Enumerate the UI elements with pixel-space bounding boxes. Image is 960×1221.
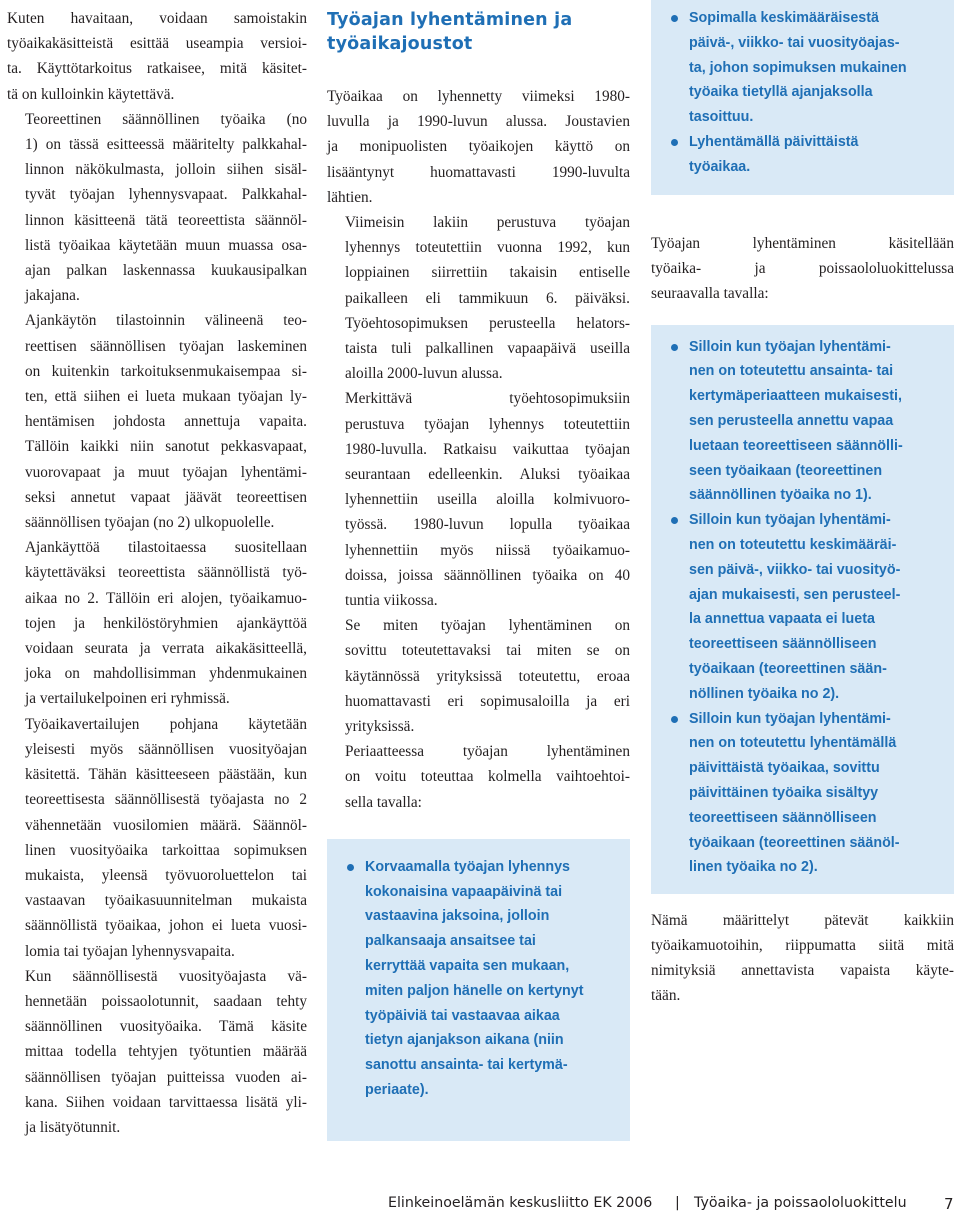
bullet-line: seen työaikaan (teoreettinen xyxy=(689,462,883,479)
text-line: lomia tai työajan lyhennysvapaita. xyxy=(25,942,235,960)
text-line: kana. Siihen voidaan tarvittaessa lisätä yli- xyxy=(25,1093,307,1111)
paragraph xyxy=(7,535,307,711)
text-line: listä työaikaa käytetään muun muassa osa- xyxy=(25,236,307,254)
text-line: Merkittävä työehtosopimuksiin xyxy=(345,390,630,408)
paragraph xyxy=(327,210,630,386)
paragraph xyxy=(7,308,307,535)
bullet-icon xyxy=(347,864,354,871)
text-line: lisääntynyt huomattavasti 1990-luvulta xyxy=(327,163,630,181)
text-line: 1) on tässä esitteessä määritelty palkkahal- xyxy=(25,136,307,154)
info-box-classification xyxy=(651,325,954,894)
bullet-line: nen on toteutettu ansainta- tai xyxy=(689,363,894,380)
text-line: vastaavan työaikasuunnitelman mukaista xyxy=(25,892,307,910)
text-line: jakajana. xyxy=(25,287,80,305)
text-line: reettisen säännöllisen työajan laskeminen xyxy=(25,337,307,355)
bullet-list xyxy=(667,6,942,180)
text-line: on voitu toteuttaa kolmella vaihtoehtoi- xyxy=(345,768,630,786)
bullet-line: päivittäinen työaika sisältyy xyxy=(689,784,879,801)
text-line: Työaikavertailujen pohjana käytetään xyxy=(25,715,307,733)
bullet-line: kerryttää vapaita sen mukaan, xyxy=(365,958,570,975)
bullet-line: sanottu ansainta- tai kertymä- xyxy=(365,1057,568,1074)
middle-column xyxy=(327,0,630,1141)
info-box-alternative-1 xyxy=(327,839,630,1141)
bullet-line: palkansaaja ansaitsee tai xyxy=(365,933,536,950)
text-line: perustuva työajan lyhennys toteutettiin xyxy=(345,415,630,433)
bullet-line: päivä-, viikko- tai vuosityöajas- xyxy=(689,34,900,51)
bullet-item xyxy=(343,855,618,1103)
text-line: Työehtosopimuksen perusteella helators- xyxy=(345,314,630,332)
bullet-line: miten paljon hänelle on kertynyt xyxy=(365,982,584,999)
bullet-item xyxy=(667,707,942,881)
bullet-line: nen on toteutettu lyhentämällä xyxy=(689,735,897,752)
bullet-item xyxy=(667,508,942,706)
text-line: käytettäväksi teoreettista säännöllistä työ- xyxy=(25,564,307,582)
text-line: Nämä määrittelyt pätevät kaikkiin xyxy=(651,911,954,929)
bullet-line: säännöllinen työaika no 1). xyxy=(689,487,872,504)
text-line: työaikakäsitteistä esittää useampia versioi- xyxy=(7,35,307,53)
text-line: yrityksissä. xyxy=(345,718,415,736)
bullet-list xyxy=(343,855,618,1103)
text-line: hentämisen johdosta annettuja vapaita. xyxy=(25,413,307,431)
paragraph xyxy=(327,386,630,613)
bullet-line: tietyn ajanjakson aikana (niin xyxy=(365,1032,564,1049)
text-line: sovittu toteutettavaksi tai miten se on xyxy=(345,642,630,660)
bullet-line: Silloin kun työajan lyhentämi- xyxy=(689,512,891,529)
bullet-line: ajan mukaisesti, sen perusteel- xyxy=(689,586,901,603)
bullet-line: la annettua vapaata ei lueta xyxy=(689,611,875,628)
intro-text xyxy=(651,231,954,307)
text-line: doissa, joissa säännöllinen työaika on 40 xyxy=(345,566,630,584)
text-line: ja lisätyötunnit. xyxy=(25,1118,121,1136)
bullet-line: ta, johon sopimuksen mukainen xyxy=(689,59,907,76)
text-line: vähennetään vuosilomien määrä. Säännöl- xyxy=(25,816,307,834)
text-line: säännöllistä työaikaa, johon ei lueta vuosi- xyxy=(25,917,307,935)
text-line: voidaan seurata ja verrata aikakäsitteellä, xyxy=(25,640,307,658)
bullet-line: työaikaa. xyxy=(689,158,751,175)
bullet-icon xyxy=(671,716,678,723)
bullet-icon xyxy=(671,15,678,22)
text-line: Se miten työajan lyhentäminen on xyxy=(345,617,630,635)
middle-body-text xyxy=(327,84,630,815)
text-line: Kun säännöllisestä vuosityöajasta vä- xyxy=(25,967,307,985)
paragraph xyxy=(7,964,307,1140)
text-line: aloilla 2000-luvun alussa. xyxy=(345,365,503,383)
bullet-line: sen päivä-, viikko- tai vuosityö- xyxy=(689,561,901,578)
heading-line: Työajan lyhentäminen ja xyxy=(327,10,573,30)
text-line: Tällöin kaikki niin sanotut pekkasvapaat, xyxy=(25,438,307,456)
text-line: Työaikaa on lyhennetty viimeksi 1980- xyxy=(327,88,630,105)
text-line: säännöllisen työajan puitteissa vuoden ai- xyxy=(25,1068,307,1086)
bullet-line: teoreettiseen säännölliseen xyxy=(689,636,877,653)
bullet-line: linen työaika no 2). xyxy=(689,859,818,876)
text-line: Viimeisin lakiin perustuva työajan xyxy=(345,214,630,232)
bullet-line: työaika tietyllä ajanjaksolla xyxy=(689,84,873,101)
bullet-icon xyxy=(671,344,678,351)
page-footer xyxy=(0,1195,960,1219)
bullet-line: Lyhentämällä päivittäistä xyxy=(689,133,859,150)
text-line: linnon näkökulmasta, jolloin siihen sisäl- xyxy=(25,161,307,179)
paragraph xyxy=(327,84,630,210)
bullet-line: luetaan teoreettiseen säännölli- xyxy=(689,437,903,454)
section-heading xyxy=(327,8,630,56)
right-column xyxy=(651,0,954,1008)
text-line: Periaatteessa työajan lyhentäminen xyxy=(345,743,630,761)
text-line: joka on mahdollisimman yhdenmukainen xyxy=(25,665,307,683)
text-line: ajan palkan laskennassa kuukausipalkan xyxy=(25,262,307,280)
bullet-line: Silloin kun työajan lyhentämi- xyxy=(689,710,891,727)
bullet-line: työpäiviä tai vastaavaa aikaa xyxy=(365,1007,560,1024)
closing-text xyxy=(651,908,954,1009)
bullet-line: kokonaisina vapaapäivinä tai xyxy=(365,883,563,900)
bullet-line: Silloin kun työajan lyhentämi- xyxy=(689,338,891,355)
text-line: säännöllisen työajan (no 2) ulkopuolelle. xyxy=(25,514,275,532)
bullet-line: kertymäperiaatteen mukaisesti, xyxy=(689,388,902,405)
text-line: Työajan lyhentäminen käsitellään xyxy=(651,235,954,252)
text-line: mittaa todella tehtyjen työtuntien määrää xyxy=(25,1043,307,1061)
text-line: lyhennys toteutettiin vuonna 1992, kun xyxy=(345,239,630,257)
text-line: taista tuli palkallinen vapaapäivä useilla xyxy=(345,340,630,358)
footer-publisher: Elinkeinoelämän keskusliitto EK 2006 xyxy=(388,1195,653,1211)
text-line: Kuten havaitaan, voidaan samoistakin xyxy=(7,10,307,27)
heading-line: työaikajoustot xyxy=(327,34,473,54)
text-line: Ajankäytön tilastoinnin välineenä teo- xyxy=(25,312,307,330)
bullet-line: vastaavina jaksoina, jolloin xyxy=(365,908,550,925)
text-line: seurantaan edelleenkin. Aluksi työaikaa xyxy=(345,466,630,484)
text-line: ja monipuolisten työaikojen käyttö on xyxy=(327,138,630,156)
text-line: teoreettisesta säännöllisestä työajasta no 2 xyxy=(25,791,307,809)
text-line: yleisesti myös säännöllisen vuosityöajan xyxy=(25,740,307,758)
text-line: Ajankäyttöä tilastoitaessa suositellaan xyxy=(25,539,307,557)
footer-separator: | xyxy=(675,1195,680,1211)
text-line: hennetään poissaolotunnit, saadaan tehty xyxy=(25,992,307,1010)
text-line: seksi annetut vapaat jäävät teoreettisen xyxy=(25,488,307,506)
bullet-line: nen on toteutettu keskimääräi- xyxy=(689,536,897,553)
bullet-line: päivittäistä työaikaa, sovittu xyxy=(689,760,880,777)
text-line: lähtien. xyxy=(327,188,373,206)
paragraph xyxy=(327,739,630,815)
text-line: tyvät työajan lyhennysvapaat. Palkkahal- xyxy=(25,186,307,204)
text-line: työaikamuotoihin, riippumatta siitä mitä xyxy=(651,936,954,954)
bullet-line: sen perusteella annettu vapaa xyxy=(689,413,894,429)
text-line: tojen ja henkilöstöryhmien ajankäyttöä xyxy=(25,614,307,632)
bullet-item xyxy=(667,335,942,509)
text-line: tuntia viikossa. xyxy=(345,592,438,610)
text-line: lyhennettiin myös niissä työaikamuo- xyxy=(345,541,630,559)
text-line: ta. Käyttötarkoitus ratkaisee, mitä käsitet- xyxy=(7,60,307,78)
paragraph xyxy=(7,6,307,107)
text-line: työssä. 1980-luvun lopulla työaikaa xyxy=(345,516,630,534)
bullet-line: teoreettiseen säännölliseen xyxy=(689,809,877,826)
bullet-line: Korvaamalla työajan lyhennys xyxy=(365,858,571,875)
text-line: säännöllinen vuosityöaika. Tämä käsite xyxy=(25,1018,307,1036)
paragraph xyxy=(7,712,307,964)
info-box-alternatives-2-3 xyxy=(651,0,954,195)
text-line: lyhennettiin useilla aloilla kolmivuoro- xyxy=(345,491,630,509)
paragraph xyxy=(7,107,307,309)
text-line: työaika- ja poissaololuokittelussa xyxy=(651,260,954,278)
footer-title: Työaika- ja poissaololuokittelu xyxy=(694,1195,907,1211)
bullet-item xyxy=(667,6,942,130)
text-line: aikaa no 2. Tällöin eri alojen, työaikamuo- xyxy=(25,589,307,607)
text-line: 1980-luvulla. Ratkaisu vaikuttaa työajan xyxy=(345,440,630,458)
text-line: sella tavalla: xyxy=(345,793,422,811)
bullet-line: tasoittuu. xyxy=(689,109,754,126)
text-line: luvulla ja 1990-luvun alussa. Joustavien xyxy=(327,113,630,131)
text-line: seuraavalla tavalla: xyxy=(651,285,769,303)
text-line: loppiainen siirrettiin takaisin entiselle xyxy=(345,264,630,282)
paragraph xyxy=(651,908,954,1009)
text-line: tään. xyxy=(651,987,681,1005)
text-line: mukaista, yleensä työvuoroluettelon tai xyxy=(25,866,307,884)
text-line: linnon käsitteenä tätä teoreettista säännöl- xyxy=(25,211,307,229)
bullet-list xyxy=(667,335,942,881)
left-column xyxy=(7,6,307,1140)
bullet-line: työaikaan (teoreettinen säänöl- xyxy=(689,834,900,851)
bullet-line: nöllinen työaika no 2). xyxy=(689,685,840,702)
text-line: ten, että siihen ei lueta mukaan työajan ly- xyxy=(25,388,307,406)
paragraph xyxy=(651,231,954,307)
page-number: 7 xyxy=(944,1195,954,1213)
text-line: ja vertailukelpoinen eri ryhmissä. xyxy=(25,690,230,708)
text-line: Teoreettinen säännöllinen työaika (no xyxy=(25,110,307,128)
bullet-line: työaikaan (teoreettinen sään- xyxy=(689,660,887,677)
text-line: käytännössä yrityksissä toteutettu, eroaa xyxy=(345,667,630,685)
text-line: tä on kulloinkin käytettävä. xyxy=(7,85,175,103)
text-line: vuorovapaat ja muut työajan lyhentämi- xyxy=(25,463,307,481)
text-line: on kuitenkin tarkoituksenmukaisempaa si- xyxy=(25,362,307,380)
text-line: paikalleen eli tammikuun 6. päiväksi. xyxy=(345,289,630,307)
bullet-line: Sopimalla keskimääräisestä xyxy=(689,10,879,26)
text-line: nimityksiä annettavista vapaista käyte- xyxy=(651,962,954,980)
bullet-icon xyxy=(671,517,678,524)
bullet-item xyxy=(667,130,942,180)
paragraph xyxy=(327,613,630,739)
text-line: huomattavasti eri sopimusaloilla ja eri xyxy=(345,692,630,710)
bullet-line: periaate). xyxy=(365,1082,429,1099)
bullet-icon xyxy=(671,139,678,146)
text-line: linen vuosityöaika tarkoittaa sopimuksen xyxy=(25,841,307,859)
text-line: käsitettä. Tähän käsitteeseen päästään, kun xyxy=(25,766,307,784)
